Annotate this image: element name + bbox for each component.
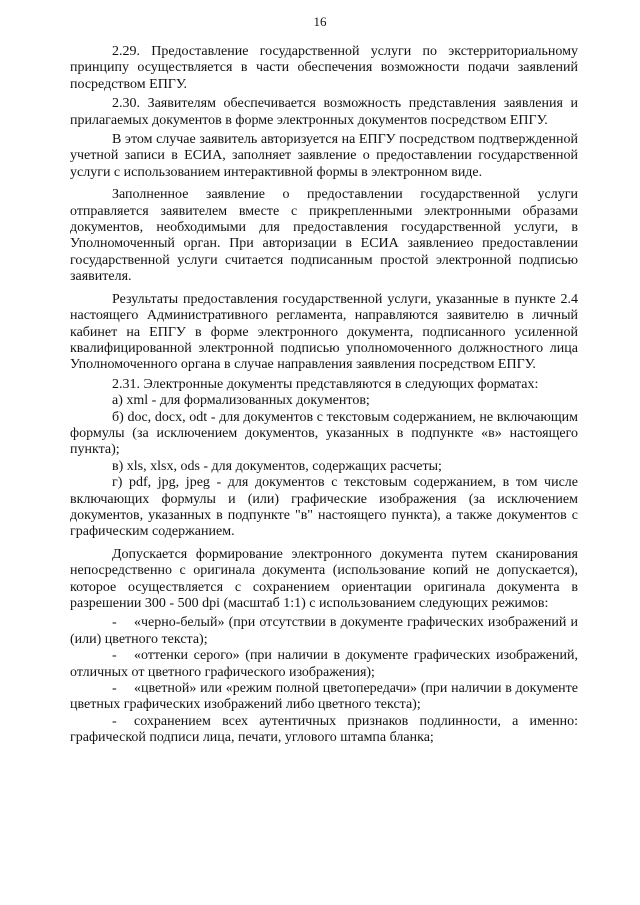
- paragraph-submission: Заполненное заявление о предоставлении государственной услуги отправляется заявителем вместе с прикрепленными электронными образами документов, необходимыми для предоставления государственной услуги, в Уполномоченный орган. При авторизации в ЕСИА заявлениео предоставлении государственной услуги считается подписанным простой электронной подписью заявителя.: [70, 187, 578, 285]
- paragraph-scanning: Допускается формирование электронного документа путем сканирования непосредственно с оригинала документа (использование копий не допускается), которое осуществляется с сохранением ориентации оригинала документа в разрешении 300 - 500 dpi (масштаб 1:1) с использованием следующих режимов:: [70, 546, 578, 611]
- scan-mode-item: [70, 714, 578, 747]
- paragraph-2-30: 2.30. Заявителям обеспечивается возможность представления заявления и прилагаемых документов в форме электронных документов посредством ЕПГУ.: [70, 96, 578, 128]
- formats-intro: 2.31. Электронные документы представляются в следующих форматах:: [112, 376, 539, 392]
- list-dash: -: [112, 648, 117, 664]
- scan-mode-item: [70, 681, 578, 714]
- scan-mode-text: «оттенки серого» (при наличии в документе графических изображений, отличных от цветного графического изображения);: [70, 648, 578, 680]
- document-body: [70, 44, 578, 747]
- paragraph-2-29: 2.29. Предоставление государственной услуги по экстерриториальному принципу осуществляется в части обеспечения возможности подачи заявлений посредством ЕПГУ.: [70, 44, 578, 92]
- page-number: 16: [313, 14, 327, 29]
- paragraph-results: Результаты предоставления государственной услуги, указанные в пункте 2.4 настоящего Административного регламента, направляются заявителю в личный кабинет на ЕПГУ в форме электронного документа, подписанного усиленной квалифицированной электронной подписью уполномоченного должностного лица Уполномоченного органа в случае направления заявления посредством ЕПГУ.: [70, 291, 578, 373]
- format-item-a: а) xml - для формализованных документов;: [112, 393, 370, 409]
- format-item-v: в) xls, xlsx, ods - для документов, содержащих расчеты;: [112, 458, 442, 474]
- list-dash: -: [112, 615, 117, 631]
- format-item-b: б) doc, docx, odt - для документов с текстовым содержанием, не включающим формулы (за исключением документов, указанных в подпункте «в» настоящего пункта);: [70, 409, 578, 458]
- list-dash: -: [112, 681, 117, 697]
- scan-mode-text: «цветной» или «режим полной цветопередачи» (при наличии в документе цветных графических изображений либо цветного текста);: [70, 681, 578, 713]
- paragraph-authorization: В этом случае заявитель авторизуется на ЕПГУ посредством подтвержденной учетной записи в ЕСИА, заполняет заявление о предоставлении государственной услуги с использованием интерактивной формы в электронном виде.: [70, 132, 578, 180]
- scan-mode-item: [70, 648, 578, 681]
- list-dash: -: [112, 713, 117, 729]
- scan-mode-text: «черно-белый» (при отсутствии в документе графических изображений и (или) цветного текста);: [70, 615, 578, 647]
- scan-mode-item: [70, 615, 578, 648]
- format-item-g: г) pdf, jpg, jpeg - для документов с текстовым содержанием, в том числе включающих формулы и (или) графические изображения (за исключением документов, указанных в подпункте "в" настоящего пункта), а также документов с графическим содержанием.: [70, 475, 578, 540]
- scan-mode-text: сохранением всех аутентичных признаков подлинности, а именно: графической подписи лица, печати, углового штампа бланка;: [70, 713, 578, 746]
